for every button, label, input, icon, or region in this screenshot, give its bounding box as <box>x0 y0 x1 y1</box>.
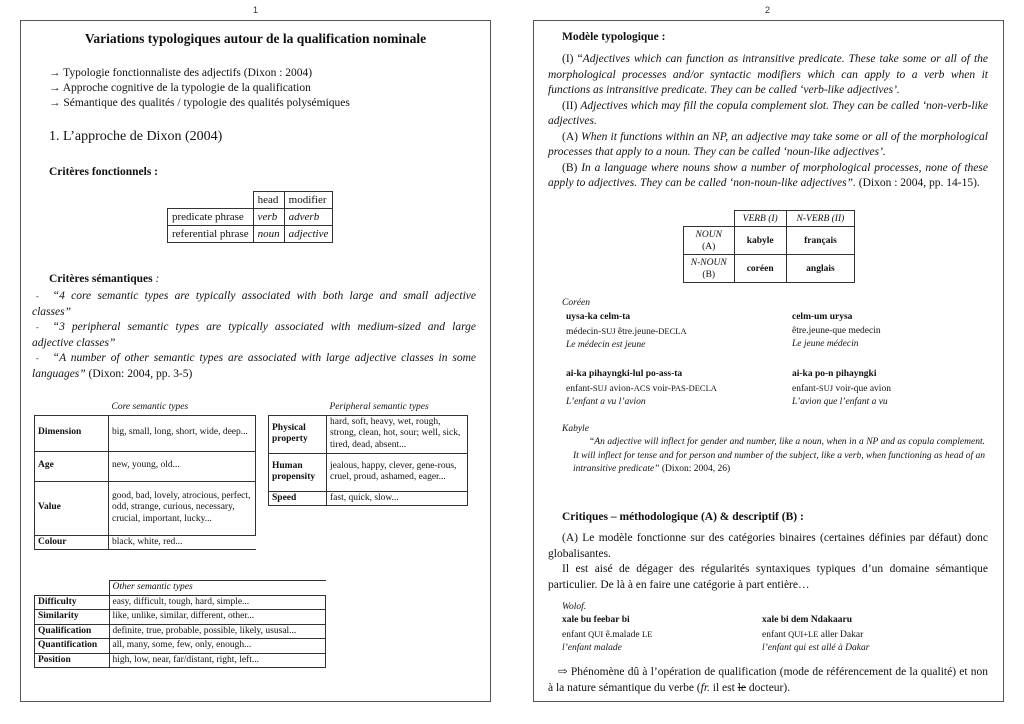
page-title: Variations typologiques autour de la qualification nominale <box>84 31 427 46</box>
core-semantic-table <box>34 401 256 550</box>
quote-item: - “A number of other semantic types are associated with large adjective classes in some languages” (Dixon: 2004, pp. 3-5) <box>32 352 476 380</box>
quote-reference: (Dixon: 2004, 26) <box>659 464 731 474</box>
table-cell: français <box>786 227 854 255</box>
table-row-label: Dimension <box>35 415 109 451</box>
arrow-item-1: → Typologie fonctionnaliste des adjectifs (Dixon : 2004) <box>49 67 313 79</box>
table-cell: jealous, happy, clever, gene-rous, cruel, proud, ashamed, eager... <box>327 453 468 491</box>
conclusion-fr: fr. <box>700 681 710 694</box>
table-cell: kabyle <box>734 227 786 255</box>
item-text: Adjectives which may fill the copula complement slot. They can be called ‘non-verb-like adjectives. <box>548 99 988 127</box>
table-cell: noun <box>253 226 284 243</box>
item-text: Adjectives which can function as intransitive predicate. These take some or all of the morphological processes and/or syntactic modifiers which can apply to a verb when it functions as intransitive predicate. They can be called ‘verb-like adjectives’. <box>548 53 989 96</box>
item-label: (II) <box>562 99 581 112</box>
table-cell: new, young, old... <box>109 451 256 481</box>
wolof-label: Wolof. <box>562 602 587 612</box>
example-gloss: enfant QUI+LE aller Dakar <box>762 628 864 640</box>
table-cell: adverb <box>284 209 333 226</box>
example-line: xale bi dem Ndakaaru <box>762 615 852 625</box>
item-label: (A) <box>562 130 582 143</box>
table-row-label: Position <box>35 653 110 668</box>
functional-criteria-heading: Critères fonctionnels : <box>49 166 159 178</box>
example-translation: l’enfant malade <box>562 643 622 653</box>
example-translation: Le médecin est jeune <box>566 340 646 350</box>
semantic-criteria-label: Critères sémantiques <box>49 273 153 285</box>
table-row-label: Similarity <box>35 610 110 625</box>
table-caption: Other semantic types <box>109 581 326 596</box>
korean-example-2 <box>792 311 881 352</box>
conclusion <box>548 665 988 696</box>
example-gloss: médecin-SUJ être.jeune-DECLA <box>566 325 687 337</box>
item-text: In a language where nouns show a number of morphological processes, none of these apply to adjectives. They can be called ‘non-noun-like adjectives”. <box>548 161 988 189</box>
model-item-II <box>548 99 988 130</box>
page-number-1: 1 <box>253 5 259 15</box>
example-line: uysa-ka celm-ta <box>566 312 631 322</box>
kabyle-quote <box>573 436 985 477</box>
model-item-A <box>548 130 988 161</box>
table-header: VERB (I) <box>734 211 786 227</box>
example-line: ai-ka pihayngki-lul po-ass-ta <box>566 369 683 379</box>
table-cell: like, unlike, similar, different, other... <box>109 610 326 625</box>
table-cell: big, small, long, short, wide, deep... <box>109 415 256 451</box>
korean-example-3 <box>566 368 717 410</box>
arrow-icon: ⇨ <box>558 666 568 678</box>
table-cell: high, low, near, far/distant, right, left... <box>109 653 326 668</box>
arrow-item-2: → Approche cognitive de la typologie de la qualification <box>49 82 311 94</box>
table-cell: easy, difficult, tough, hard, simple... <box>109 595 326 610</box>
other-semantic-table <box>34 580 326 668</box>
item-text: When it functions within an NP, an adjective may take some or all of the morphological processes that apply to a noun. They can be called ‘noun-like adjectives’. <box>548 130 988 158</box>
quote-text: “3 peripheral semantic types are typically associated with medium-sized and large adjective classes” <box>32 321 476 349</box>
critique-A: (A) Le modèle fonctionne sur des catégories binaires (certaines définies par défaut) donc globalisantes. <box>548 532 988 560</box>
model-item-B <box>548 161 988 192</box>
table-row-label: Colour <box>35 535 109 550</box>
table-row-label <box>684 227 735 255</box>
table-cell: good, bad, lovely, atrocious, perfect, odd, strange, curious, necessary, crucial, important, lucky... <box>109 481 256 535</box>
quote-text: “A number of other semantic types are associated with large adjective classes in some languages” <box>32 352 476 380</box>
item-label: (I) “ <box>562 53 583 65</box>
korean-example-1 <box>566 311 687 353</box>
critiques-text <box>548 531 988 593</box>
table-cell: coréen <box>734 255 786 283</box>
table-row-label: Human propensity <box>269 453 327 491</box>
critique-B: Il est aisé de dégager des régularités syntaxiques typiques d’un domaine sémantique particulier. De là à en faire une catégorie à part entière… <box>548 563 988 591</box>
page-1 <box>20 20 491 702</box>
model-title: Modèle typologique : <box>562 31 666 43</box>
peripheral-semantic-table <box>268 401 468 506</box>
table-row-label: Physical property <box>269 415 327 453</box>
page-number-2: 2 <box>765 5 771 15</box>
table-row-label: Age <box>35 451 109 481</box>
conclusion-text: il est <box>709 681 738 694</box>
wolof-example-2 <box>762 614 869 656</box>
table-cell: referential phrase <box>168 226 254 243</box>
example-line: ai-ka po-n pihayngki <box>792 369 877 379</box>
wolof-example-1 <box>562 614 652 656</box>
example-translation: L’enfant a vu l’avion <box>566 397 646 407</box>
table-cell: hard, soft, heavy, wet, rough, strong, clean, hot, sour; well, sick, tired, dead, absent... <box>327 415 468 453</box>
quote-text: “An adjective will inflect for gender and number, like a noun, when in a NP and as copula complement. It will inflect for tense and for person and number of the subject, like a verb, when functioning as head of an intransitive predicate” <box>573 437 985 474</box>
semantic-criteria-colon: : <box>152 273 160 285</box>
example-gloss: enfant QUI ê.malade LE <box>562 628 653 640</box>
table-cell: adjective <box>284 226 333 243</box>
section-heading: 1. L’approche de Dixon (2004) <box>49 129 223 144</box>
row-head: N-NOUN <box>690 257 727 268</box>
item-reference: (Dixon : 2004, pp. 14-15). <box>855 177 980 189</box>
model-item-I <box>548 52 988 99</box>
semantic-quotes <box>32 289 476 382</box>
conclusion-strike: le <box>737 681 747 694</box>
quote-item: - “3 peripheral semantic types are typically associated with medium-sized and large adjective classes” <box>32 321 476 349</box>
table-caption: Core semantic types <box>109 401 256 415</box>
row-head: NOUN <box>695 229 722 240</box>
korean-label: Coréen <box>562 298 590 308</box>
functional-table <box>167 191 333 243</box>
model-table <box>683 210 855 283</box>
item-label: (B) <box>562 161 582 174</box>
table-row-label: Speed <box>269 491 327 506</box>
table-row-label <box>684 255 735 283</box>
critiques-heading: Critiques – méthodologique (A) & descriptif (B) : <box>562 511 804 523</box>
example-translation: L’avion que l’enfant a vu <box>792 397 888 407</box>
table-header: head <box>253 192 284 209</box>
table-header: N-VERB (II) <box>786 211 854 227</box>
example-gloss: enfant-SUJ voir-que avion <box>792 382 891 394</box>
row-sub: (B) <box>702 269 716 280</box>
table-cell: verb <box>253 209 284 226</box>
table-row-label: Qualification <box>35 624 110 639</box>
table-cell: all, many, some, few, only, enough... <box>109 639 326 654</box>
table-row-label: Value <box>35 481 109 535</box>
model-text <box>548 52 988 192</box>
quote-item: - “4 core semantic types are typically associated with both large and small adjective classes” <box>32 290 476 318</box>
table-cell: anglais <box>786 255 854 283</box>
table-cell: black, white, red... <box>109 535 256 550</box>
kabyle-label: Kabyle <box>562 424 589 434</box>
table-caption: Peripheral semantic types <box>327 401 468 415</box>
row-sub: (A) <box>702 241 716 252</box>
quote-reference: (Dixon: 2004, pp. 3-5) <box>85 367 193 380</box>
table-header: modifier <box>284 192 333 209</box>
conclusion-text: Phénomène dû à l’opération de qualification (mode de référencement de la qualité) et non à la nature sémantique du verbe ( <box>548 666 988 694</box>
table-row-label: Difficulty <box>35 595 110 610</box>
table-row-label: Quantification <box>35 639 110 654</box>
example-line: xale bu feebar bi <box>562 615 630 625</box>
page-2 <box>533 20 1004 702</box>
example-translation: l’enfant qui est allé à Dakar <box>762 643 870 653</box>
arrow-item-3: → Sémantique des qualités / typologie des qualités polysémiques <box>49 97 350 109</box>
table-cell: definite, true, probable, possible, likely, ususal... <box>109 624 326 639</box>
semantic-criteria-heading <box>49 273 159 285</box>
example-line: celm-um urysa <box>792 312 853 322</box>
korean-example-4 <box>792 368 891 410</box>
table-cell: fast, quick, slow... <box>327 491 468 506</box>
example-translation: Le jeune médecin <box>792 339 859 349</box>
example-gloss: être.jeune-que medecin <box>792 325 881 336</box>
example-gloss: enfant-SUJ avion-ACS voir-PAS-DECLA <box>566 382 717 394</box>
quote-text: “4 core semantic types are typically associated with both large and small adjective classes” <box>32 290 476 318</box>
table-cell: predicate phrase <box>168 209 254 226</box>
conclusion-text: docteur). <box>746 681 791 694</box>
